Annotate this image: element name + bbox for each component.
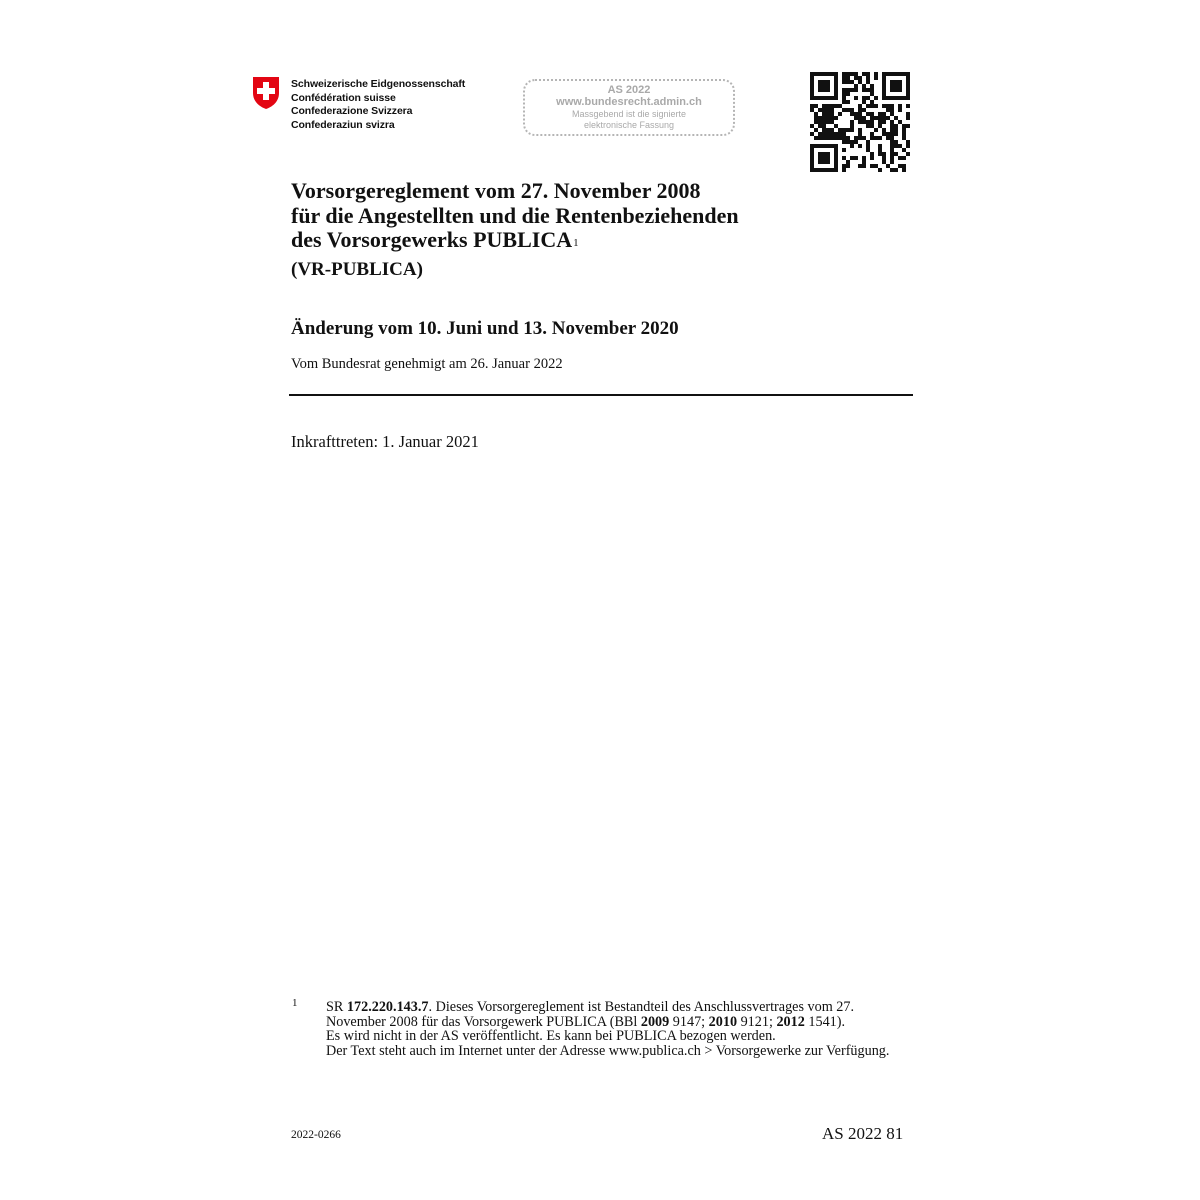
qr-code-icon [810,72,910,172]
title-line-2: für die Angestellten und die Rentenbeziehenden [291,202,739,228]
document-abbreviation: (VR-PUBLICA) [291,259,423,280]
footnote-paragraph-3: Der Text steht auch im Internet unter der Adresse www.publica.ch > Vorsorgewerke zur Verfügung. [326,1043,890,1060]
document-number: 2022-0266 [291,1129,341,1141]
confederation-names [291,78,465,132]
approval-note: Vom Bundesrat genehmigt am 26. Januar 2022 [291,356,563,372]
footnote-sr-number: 172.220.143.7 [346,999,429,1015]
confederation-line-rm: Confederaziun svizra [291,118,395,131]
footnote-text-part: . Dieses Vorsorgereglement ist Bestandteil des Anschlussvertrages vom 27. November 2008 für das Vorsorgewerk PUBLICA (BBl [326,999,855,1030]
confederation-line-fr: Confédération suisse [291,91,396,104]
title-footnote-ref[interactable]: 1 [573,237,579,249]
as-reference: AS 2022 81 [822,1124,904,1143]
footnote-paragraph-1 [326,1000,906,1029]
footnote-text-part: 9121; [737,1013,777,1030]
stamp-note-2: elektronische Fassung [583,119,675,130]
footnote-text-part: 1541). [804,1013,846,1030]
swiss-emblem-icon [252,76,280,110]
title-line-3-text: des Vorsorgewerks PUBLICA [291,227,573,252]
entry-into-force: Inkrafttreten: 1. Januar 2021 [291,432,479,451]
title-line-3 [291,228,739,253]
footnote-year: 2009 [640,1013,670,1030]
footnote-year: 2012 [776,1013,805,1030]
stamp-as-number: AS 2022 [607,84,651,96]
confederation-line-de: Schweizerische Eidgenossenschaft [291,78,466,90]
footnote-text-part: 9147; [669,1013,709,1030]
document-title [291,179,739,253]
stamp-url: www.bundesrecht.admin.ch [556,96,702,108]
confederation-line-it: Confederazione Svizzera [291,105,413,117]
as-stamp [523,79,735,136]
separator-rule [289,394,913,396]
amendment-heading: Änderung vom 10. Juni und 13. November 2020 [291,318,679,339]
footnote-number: 1 [292,997,298,1009]
title-line-1: Vorsorgereglement vom 27. November 2008 [291,178,701,203]
footnote-text [326,1000,906,1059]
stamp-note-1: Massgebend ist die signierte [571,109,687,119]
footnote-sr-prefix: SR [326,999,347,1015]
footnote-year: 2010 [708,1013,738,1030]
footnote-paragraph-2: Es wird nicht in der AS veröffentlicht. Es kann bei PUBLICA bezogen werden. [326,1028,776,1045]
